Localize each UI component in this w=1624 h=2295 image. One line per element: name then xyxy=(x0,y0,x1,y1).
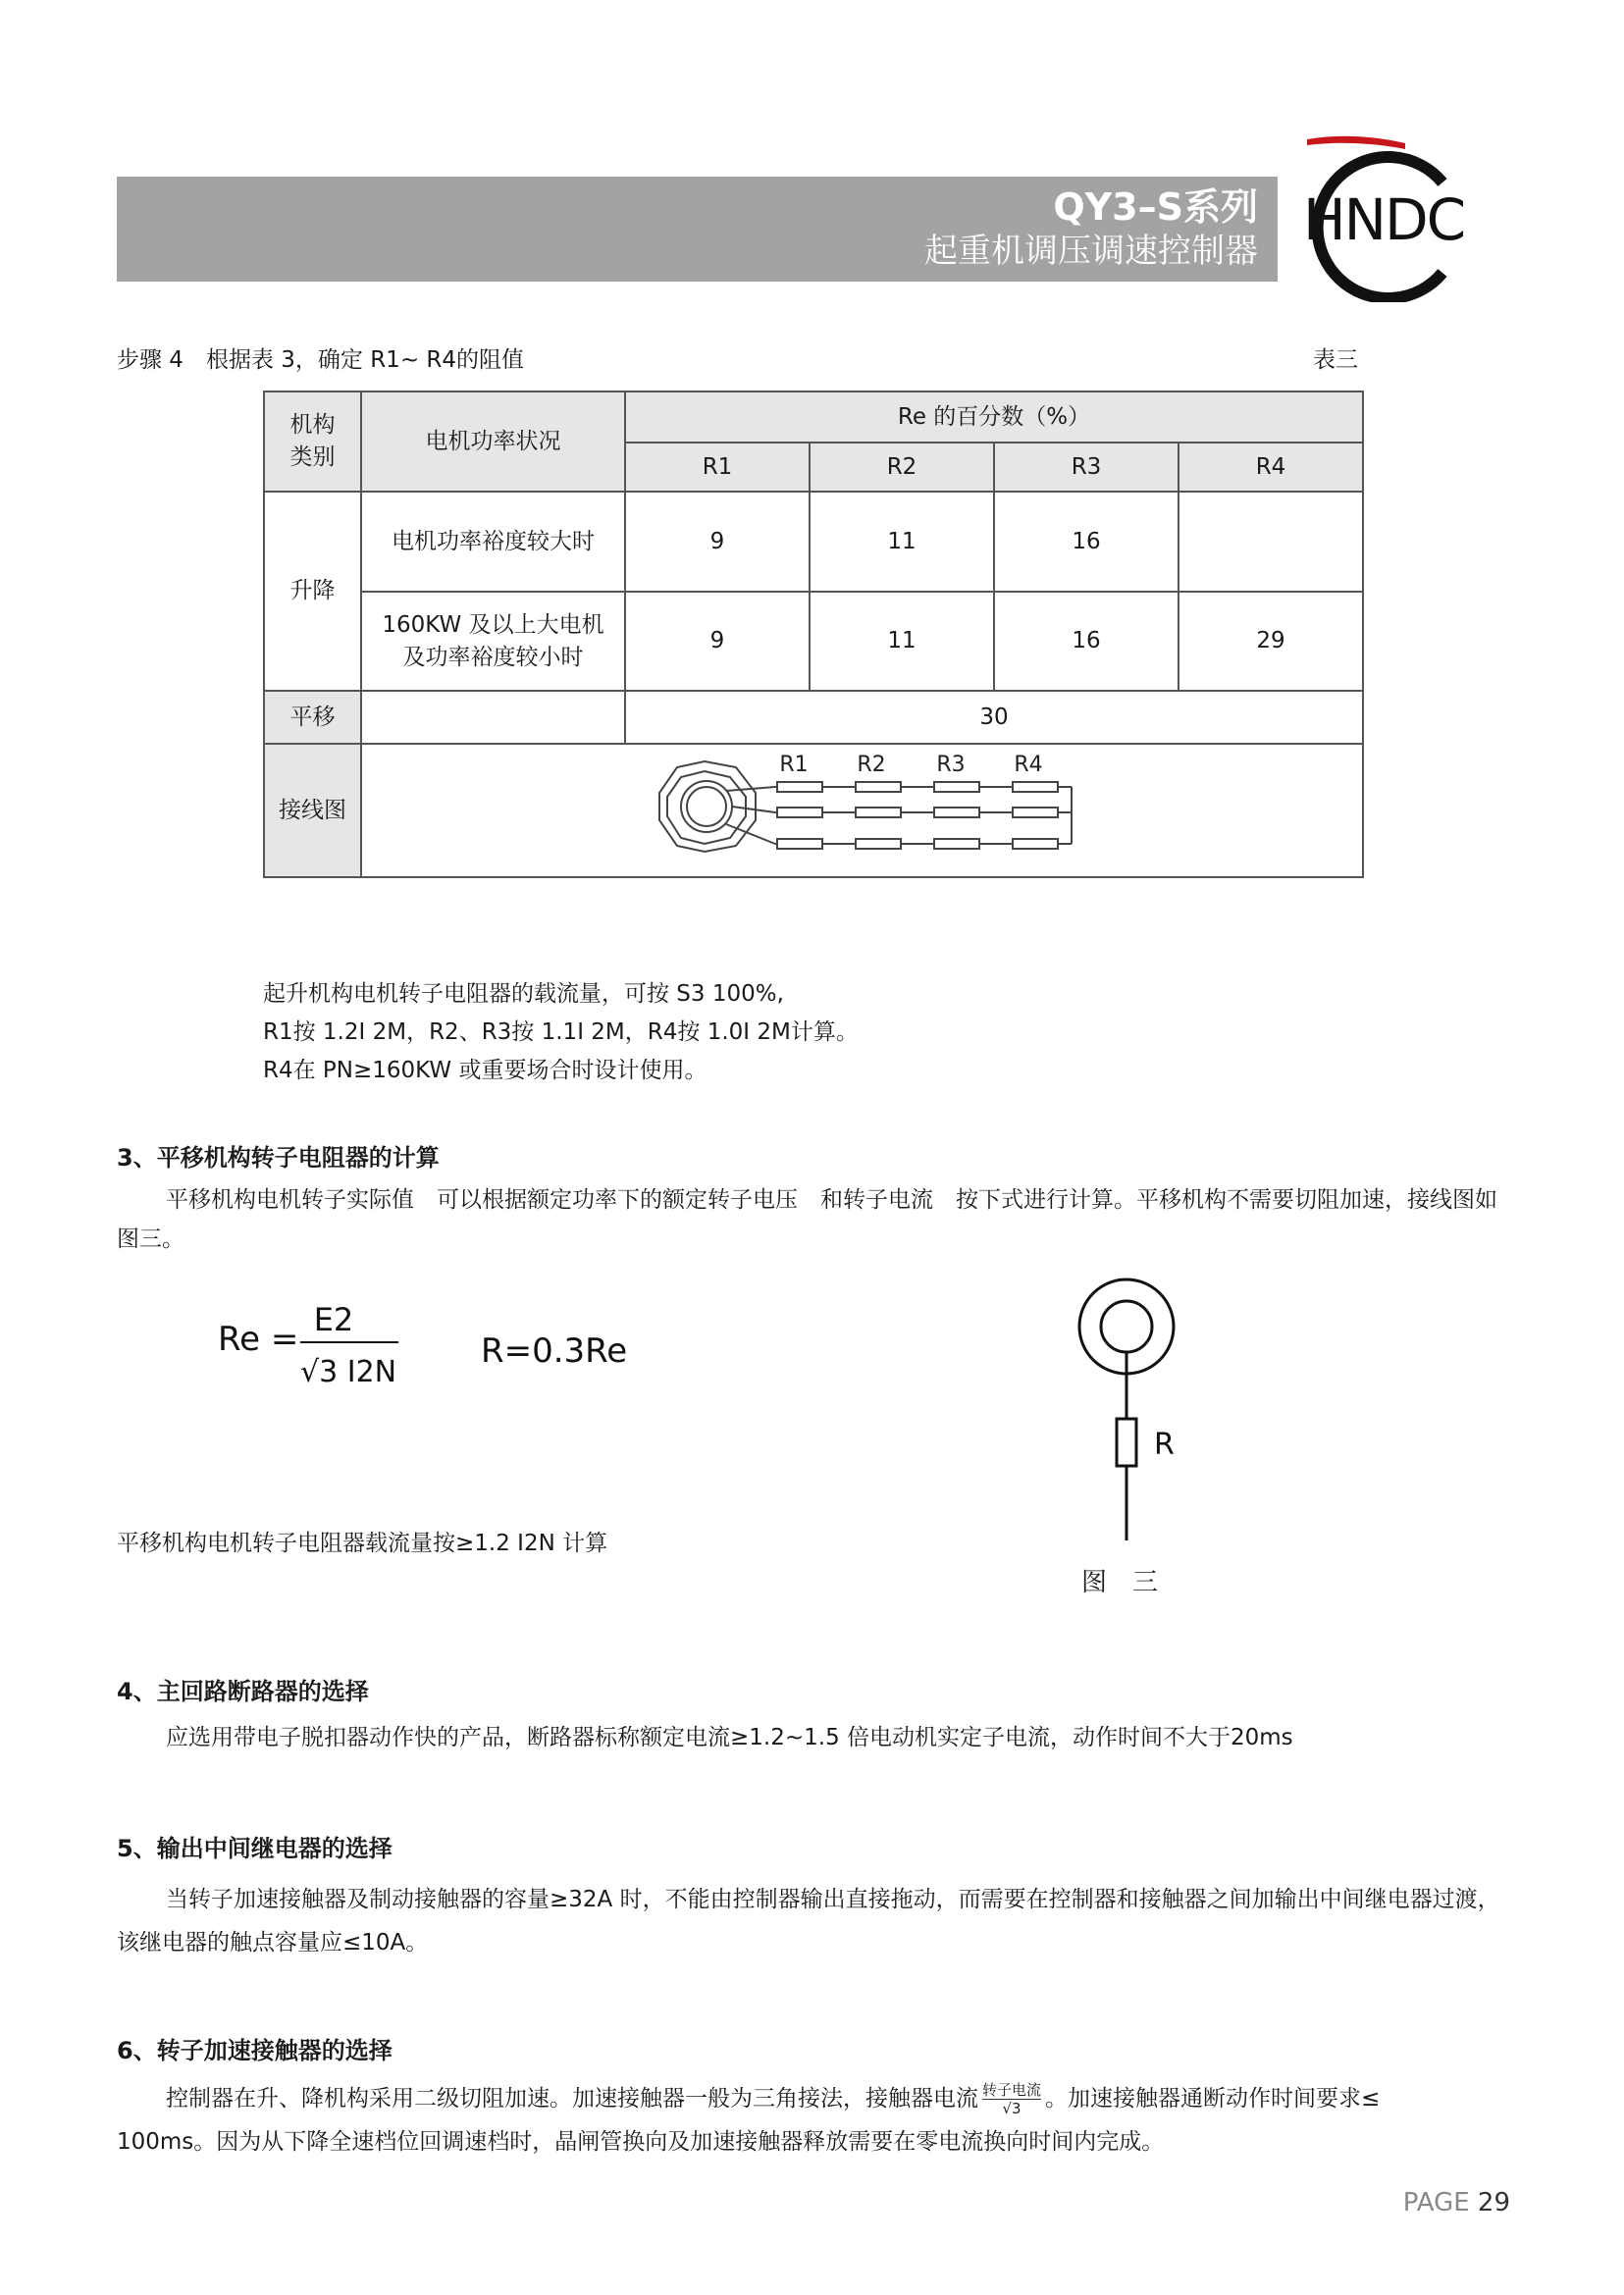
sec6-body-c: 100ms。因为从下降全速档位回调速档时，晶闸管换向及加速接触器释放需要在零电流换向时间内完成。 xyxy=(117,2129,1165,2155)
cell-value: 11 xyxy=(810,492,994,592)
sec3-current-note: 平移机构电机转子电阻器载流量按≥1.2 I2N 计算 xyxy=(117,1531,608,1556)
formula-r: R=0.3Re xyxy=(481,1331,628,1371)
col-r2: R2 xyxy=(810,443,994,492)
series-subtitle: 起重机调压调速控制器 xyxy=(924,232,1258,271)
row-condition: 电机功率裕度较大时 xyxy=(361,492,625,592)
frac-denominator: √3 xyxy=(1002,2100,1022,2117)
figure-r-label: R xyxy=(1154,1428,1175,1462)
header-mechanism: 机构 类别 xyxy=(264,391,361,492)
sec4-title: 4、主回路断路器的选择 xyxy=(117,1678,369,1705)
sec5-body: 当转子加速接触器及制动接触器的容量≥32A 时，不能由控制器输出直接拖动，而需要在控制器和接触器之间加输出中间继电器过渡，该继电器的触点容量应≤10A。 xyxy=(117,1887,1500,1956)
logo-text: HNDC xyxy=(1303,186,1465,253)
sec5-title: 5、输出中间继电器的选择 xyxy=(117,1835,393,1862)
table-row xyxy=(264,691,1363,744)
table-row xyxy=(264,492,1363,592)
series-title: QY3–S系列 xyxy=(1053,185,1258,229)
sec6-line-1 xyxy=(166,2080,1380,2117)
cell-value: 9 xyxy=(625,492,810,592)
table-row xyxy=(264,592,1363,691)
cell-value xyxy=(1179,492,1363,592)
col-r1: R1 xyxy=(625,443,810,492)
wiring-label: 接线图 xyxy=(264,744,361,877)
wiring-label-r2: R2 xyxy=(857,753,886,777)
note-line-1: 起升机构电机转子电阻器的载流量，可按 S3 100%, xyxy=(263,981,784,1007)
sec3-body: 平移机构电机转子实际值 可以根据额定功率下的额定转子电压 和转子电流 按下式进行计算。平移机构不需要切阻加速，接线图如图三。 xyxy=(117,1187,1497,1252)
note-line-3: R4在 PN≥160KW 或重要场合时设计使用。 xyxy=(263,1058,707,1083)
step4-text: 步骤 4 根据表 3，确定 R1~ R4的阻值 xyxy=(117,347,525,373)
formula-numerator: E2 xyxy=(313,1301,354,1338)
page-label: PAGE xyxy=(1402,2188,1470,2217)
sec6-title: 6、转子加速接触器的选择 xyxy=(117,2037,393,2064)
lift-label: 升降 xyxy=(264,492,361,691)
figure-caption: 图 三 xyxy=(1081,1568,1159,1597)
sec4-body: 应选用带电子脱扣器动作快的产品，断路器标称额定电流≥1.2~1.5 倍电动机实定子电流，动作时间不大于20ms xyxy=(166,1725,1293,1750)
travel-label: 平移 xyxy=(264,691,361,744)
wiring-label-r1: R1 xyxy=(779,753,809,777)
page-number xyxy=(1403,2188,1510,2217)
header-re-percent: Re 的百分数（%） xyxy=(625,391,1363,443)
wiring-label-r3: R3 xyxy=(936,753,966,777)
figure-three xyxy=(1070,1274,1197,1607)
sec6-body-a: 控制器在升、降机构采用二级切阻加速。加速接触器一般为三角接法，接触器电流 xyxy=(166,2086,978,2112)
sec3-title: 3、平移机构转子电阻器的计算 xyxy=(117,1144,440,1172)
wiring-diagram xyxy=(648,746,1099,863)
note-line-2: R1按 1.2I 2M，R2、R3按 1.1I 2M，R4按 1.0I 2M计算。 xyxy=(263,1019,859,1045)
row-condition: 160KW 及以上大电机 及功率裕度较小时 xyxy=(361,592,625,691)
col-r4: R4 xyxy=(1179,443,1363,492)
cell-value: 16 xyxy=(994,492,1179,592)
re-formula xyxy=(216,1295,667,1403)
sec6-body-b: 。加速接触器通断动作时间要求≤ xyxy=(1045,2086,1381,2112)
cell-value: 9 xyxy=(625,592,810,691)
cell-value: 16 xyxy=(994,592,1179,691)
frac-numerator: 转子电流 xyxy=(982,2081,1042,2099)
header-bar xyxy=(117,177,1278,282)
hndc-logo xyxy=(1295,126,1482,302)
cell-value: 11 xyxy=(810,592,994,691)
formula-lhs: Re = xyxy=(218,1320,299,1359)
formula-denominator: √3 I2N xyxy=(300,1355,397,1389)
col-r3: R3 xyxy=(994,443,1179,492)
sec6-fraction xyxy=(982,2081,1041,2117)
travel-value: 30 xyxy=(625,691,1363,744)
cell-value: 29 xyxy=(1179,592,1363,691)
page-value: 29 xyxy=(1477,2188,1510,2217)
wiring-label-r4: R4 xyxy=(1014,753,1043,777)
header-motor: 电机功率状况 xyxy=(361,391,625,492)
table-label: 表三 xyxy=(1313,347,1358,373)
